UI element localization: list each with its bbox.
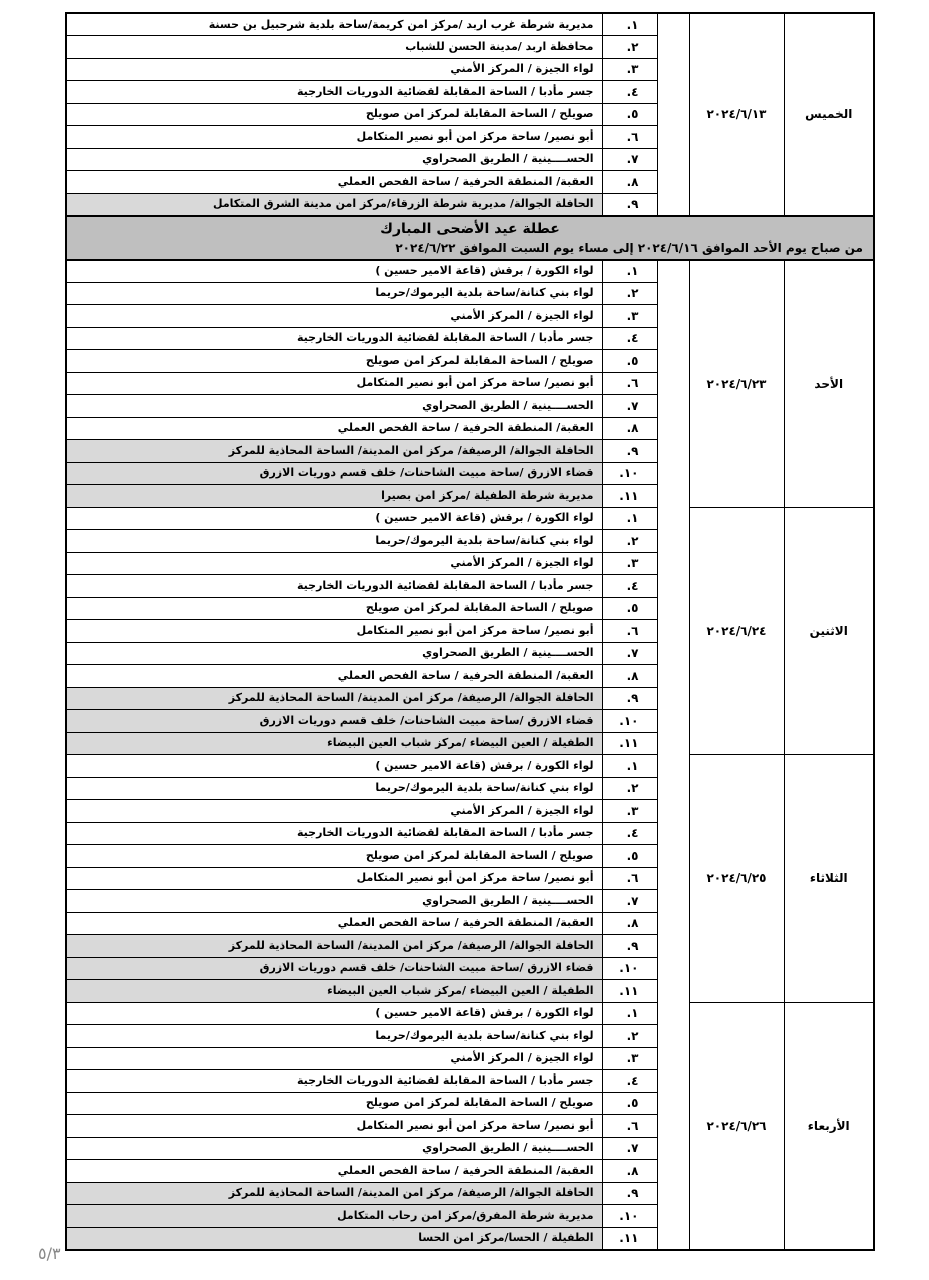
spacer-cell xyxy=(657,642,689,665)
location-cell: لواء الكورة / برقش (قاعة الامير حسين ) xyxy=(66,755,602,778)
row-number: ١١. xyxy=(602,1227,657,1250)
location-cell: أبو نصير/ ساحة مركز امن أبو نصير المتكامل xyxy=(66,620,602,643)
location-cell: جسر مأدبا / الساحة المقابلة لقضائية الدوريات الخارجية xyxy=(66,81,602,104)
location-cell: العقبة/ المنطقة الحرفية / ساحة الفحص العملي xyxy=(66,1160,602,1183)
spacer-cell xyxy=(657,1025,689,1048)
location-cell: لواء الجيزة / المركز الأمني xyxy=(66,305,602,328)
row-number: ١٠. xyxy=(602,957,657,980)
spacer-cell xyxy=(657,1092,689,1115)
row-number: ١٠. xyxy=(602,462,657,485)
row-number: ٩. xyxy=(602,935,657,958)
location-cell: جسر مأدبا / الساحة المقابلة لقضائية الدوريات الخارجية xyxy=(66,575,602,598)
spacer-cell xyxy=(657,687,689,710)
row-number: ١. xyxy=(602,755,657,778)
holiday-title: عطلة عيد الأضحى المبارك xyxy=(380,220,560,237)
spacer-cell xyxy=(657,552,689,575)
spacer-cell xyxy=(657,417,689,440)
row-number: ٦. xyxy=(602,126,657,149)
location-cell: مديرية شرطة المفرق/مركز امن رحاب المتكامل xyxy=(66,1205,602,1228)
spacer-cell xyxy=(657,1115,689,1138)
row-number: ٣. xyxy=(602,1047,657,1070)
row-number: ٥. xyxy=(602,845,657,868)
spacer-cell xyxy=(657,1182,689,1205)
table-row xyxy=(66,260,874,283)
row-number: ٢. xyxy=(602,777,657,800)
spacer-cell xyxy=(657,36,689,59)
location-cell: قضاء الازرق /ساحة مبيت الشاحنات/ خلف قسم دوريات الازرق xyxy=(66,462,602,485)
spacer-cell xyxy=(657,777,689,800)
spacer-cell xyxy=(657,1205,689,1228)
row-number: ١. xyxy=(602,507,657,530)
spacer-cell xyxy=(657,597,689,620)
location-cell: الحافلة الجوالة/ الرصيفة/ مركز امن المدينة/ الساحة المحاذية للمركز xyxy=(66,440,602,463)
row-number: ٢. xyxy=(602,530,657,553)
spacer-cell xyxy=(657,1002,689,1025)
row-number: ٥. xyxy=(602,350,657,373)
row-number: ٤. xyxy=(602,575,657,598)
row-number: ١٠. xyxy=(602,1205,657,1228)
spacer-cell xyxy=(657,13,689,36)
row-number: ٨. xyxy=(602,912,657,935)
day-cell: الثلاثاء xyxy=(784,755,874,1003)
row-number: ٧. xyxy=(602,1137,657,1160)
spacer-cell xyxy=(657,912,689,935)
table-row xyxy=(66,1002,874,1025)
spacer-cell xyxy=(657,282,689,305)
row-number: ٤. xyxy=(602,81,657,104)
date-cell: ٢٠٢٤/٦/٢٤ xyxy=(689,507,784,755)
row-number: ٩. xyxy=(602,193,657,216)
location-cell: لواء بني كنانة/ساحة بلدية اليرموك/حريما xyxy=(66,1025,602,1048)
row-number: ١٠. xyxy=(602,710,657,733)
location-cell: الحســــينية / الطريق الصحراوي xyxy=(66,395,602,418)
row-number: ٥. xyxy=(602,597,657,620)
spacer-cell xyxy=(657,620,689,643)
location-cell: الحســــينية / الطريق الصحراوي xyxy=(66,890,602,913)
spacer-cell xyxy=(657,395,689,418)
row-number: ٣. xyxy=(602,58,657,81)
spacer-cell xyxy=(657,665,689,688)
spacer-cell xyxy=(657,755,689,778)
location-cell: صويلح / الساحة المقابلة لمركز امن صويلح xyxy=(66,103,602,126)
location-cell: العقبة/ المنطقة الحرفية / ساحة الفحص العملي xyxy=(66,417,602,440)
location-cell: صويلح / الساحة المقابلة لمركز امن صويلح xyxy=(66,845,602,868)
location-cell: لواء بني كنانة/ساحة بلدية اليرموك/حريما xyxy=(66,282,602,305)
row-number: ٤. xyxy=(602,327,657,350)
row-number: ٧. xyxy=(602,642,657,665)
spacer-cell xyxy=(657,890,689,913)
row-number: ٧. xyxy=(602,148,657,171)
spacer-cell xyxy=(657,350,689,373)
row-number: ٦. xyxy=(602,1115,657,1138)
schedule-table xyxy=(65,12,875,1251)
date-cell: ٢٠٢٤/٦/٢٣ xyxy=(689,260,784,508)
location-cell: الحافلة الجوالة/ الرصيفة/ مركز امن المدينة/ الساحة المحاذية للمركز xyxy=(66,1182,602,1205)
row-number: ١١. xyxy=(602,980,657,1003)
spacer-cell xyxy=(657,1137,689,1160)
location-cell: الحافلة الجوالة/ الرصيفة/ مركز امن المدينة/ الساحة المحاذية للمركز xyxy=(66,687,602,710)
spacer-cell xyxy=(657,845,689,868)
spacer-cell xyxy=(657,1160,689,1183)
page-number: ٥/٣ xyxy=(38,1244,61,1263)
spacer-cell xyxy=(657,800,689,823)
location-cell: العقبة/ المنطقة الحرفية / ساحة الفحص العملي xyxy=(66,912,602,935)
spacer-cell xyxy=(657,957,689,980)
location-cell: لواء الجيزة / المركز الأمني xyxy=(66,58,602,81)
date-cell: ٢٠٢٤/٦/٢٦ xyxy=(689,1002,784,1250)
location-cell: لواء الجيزة / المركز الأمني xyxy=(66,1047,602,1070)
row-number: ١١. xyxy=(602,732,657,755)
location-cell: مديرية شرطة غرب اربد /مركز امن كريمة/ساحة بلدية شرحبيل بن حسنة xyxy=(66,13,602,36)
location-cell: لواء الجيزة / المركز الأمني xyxy=(66,800,602,823)
spacer-cell xyxy=(657,980,689,1003)
location-cell: الطفيلة / العين البيضاء /مركز شباب العين البيضاء xyxy=(66,980,602,1003)
row-number: ٢. xyxy=(602,36,657,59)
row-number: ١. xyxy=(602,260,657,283)
row-number: ٤. xyxy=(602,822,657,845)
location-cell: أبو نصير/ ساحة مركز امن أبو نصير المتكامل xyxy=(66,867,602,890)
location-cell: أبو نصير/ ساحة مركز امن أبو نصير المتكامل xyxy=(66,372,602,395)
row-number: ٩. xyxy=(602,1182,657,1205)
row-number: ٣. xyxy=(602,800,657,823)
location-cell: أبو نصير/ ساحة مركز امن أبو نصير المتكامل xyxy=(66,1115,602,1138)
row-number: ٦. xyxy=(602,372,657,395)
holiday-banner-row xyxy=(66,216,874,260)
spacer-cell xyxy=(657,507,689,530)
location-cell: صويلح / الساحة المقابلة لمركز امن صويلح xyxy=(66,1092,602,1115)
row-number: ١١. xyxy=(602,485,657,508)
location-cell: الحافلة الجوالة/ مديرية شرطة الزرقاء/مركز امن مدينة الشرق المتكامل xyxy=(66,193,602,216)
location-cell: مديرية شرطة الطفيلة /مركز امن بصيرا xyxy=(66,485,602,508)
row-number: ٨. xyxy=(602,417,657,440)
spacer-cell xyxy=(657,171,689,194)
row-number: ٦. xyxy=(602,867,657,890)
location-cell: لواء الكورة / برقش (قاعة الامير حسين ) xyxy=(66,260,602,283)
row-number: ٨. xyxy=(602,665,657,688)
row-number: ٦. xyxy=(602,620,657,643)
spacer-cell xyxy=(657,822,689,845)
location-cell: صويلح / الساحة المقابلة لمركز امن صويلح xyxy=(66,350,602,373)
location-cell: العقبة/ المنطقة الحرفية / ساحة الفحص العملي xyxy=(66,171,602,194)
spacer-cell xyxy=(657,575,689,598)
spacer-cell xyxy=(657,103,689,126)
table-row xyxy=(66,507,874,530)
day-cell: الأحد xyxy=(784,260,874,508)
day-cell: الاثنين xyxy=(784,507,874,755)
location-cell: جسر مأدبا / الساحة المقابلة لقضائية الدوريات الخارجية xyxy=(66,822,602,845)
holiday-subtitle: من صباح يوم الأحد الموافق ٢٠٢٤/٦/١٦ إلى مساء يوم السبت الموافق ٢٠٢٤/٦/٢٢ xyxy=(395,240,863,255)
row-number: ١. xyxy=(602,1002,657,1025)
location-cell: العقبة/ المنطقة الحرفية / ساحة الفحص العملي xyxy=(66,665,602,688)
spacer-cell xyxy=(657,462,689,485)
location-cell: الحافلة الجوالة/ الرصيفة/ مركز امن المدينة/ الساحة المحاذية للمركز xyxy=(66,935,602,958)
location-cell: الحســــينية / الطريق الصحراوي xyxy=(66,1137,602,1160)
row-number: ٨. xyxy=(602,1160,657,1183)
spacer-cell xyxy=(657,1227,689,1250)
spacer-cell xyxy=(657,440,689,463)
location-cell: محافظة اربد /مدينة الحسن للشباب xyxy=(66,36,602,59)
location-cell: جسر مأدبا / الساحة المقابلة لقضائية الدوريات الخارجية xyxy=(66,1070,602,1093)
table-row xyxy=(66,13,874,36)
location-cell: لواء بني كنانة/ساحة بلدية اليرموك/حريما xyxy=(66,777,602,800)
location-cell: لواء الجيزة / المركز الأمني xyxy=(66,552,602,575)
row-number: ٢. xyxy=(602,1025,657,1048)
spacer-cell xyxy=(657,935,689,958)
spacer-cell xyxy=(657,1070,689,1093)
spacer-cell xyxy=(657,372,689,395)
row-number: ٩. xyxy=(602,687,657,710)
location-cell: الطفيلة / العين البيضاء /مركز شباب العين البيضاء xyxy=(66,732,602,755)
row-number: ٥. xyxy=(602,103,657,126)
spacer-cell xyxy=(657,485,689,508)
spacer-cell xyxy=(657,867,689,890)
row-number: ٣. xyxy=(602,305,657,328)
row-number: ٥. xyxy=(602,1092,657,1115)
location-cell: لواء الكورة / برقش (قاعة الامير حسين ) xyxy=(66,507,602,530)
location-cell: لواء بني كنانة/ساحة بلدية اليرموك/حريما xyxy=(66,530,602,553)
spacer-cell xyxy=(657,327,689,350)
location-cell: أبو نصير/ ساحة مركز امن أبو نصير المتكامل xyxy=(66,126,602,149)
spacer-cell xyxy=(657,260,689,283)
row-number: ٧. xyxy=(602,890,657,913)
day-cell: الخميس xyxy=(784,13,874,216)
location-cell: الحســــينية / الطريق الصحراوي xyxy=(66,148,602,171)
location-cell: الطفيلة / الحسا/مركز امن الحسا xyxy=(66,1227,602,1250)
location-cell: جسر مأدبا / الساحة المقابلة لقضائية الدوريات الخارجية xyxy=(66,327,602,350)
location-cell: صويلح / الساحة المقابلة لمركز امن صويلح xyxy=(66,597,602,620)
spacer-cell xyxy=(657,530,689,553)
spacer-cell xyxy=(657,58,689,81)
spacer-cell xyxy=(657,193,689,216)
holiday-banner xyxy=(66,216,874,260)
day-cell: الأربعاء xyxy=(784,1002,874,1250)
location-cell: قضاء الازرق /ساحة مبيت الشاحنات/ خلف قسم دوريات الازرق xyxy=(66,957,602,980)
date-cell: ٢٠٢٤/٦/٢٥ xyxy=(689,755,784,1003)
location-cell: قضاء الازرق /ساحة مبيت الشاحنات/ خلف قسم دوريات الازرق xyxy=(66,710,602,733)
date-cell: ٢٠٢٤/٦/١٣ xyxy=(689,13,784,216)
row-number: ٧. xyxy=(602,395,657,418)
location-cell: الحســــينية / الطريق الصحراوي xyxy=(66,642,602,665)
row-number: ٤. xyxy=(602,1070,657,1093)
row-number: ٣. xyxy=(602,552,657,575)
row-number: ٢. xyxy=(602,282,657,305)
row-number: ٨. xyxy=(602,171,657,194)
table-row xyxy=(66,755,874,778)
spacer-cell xyxy=(657,710,689,733)
spacer-cell xyxy=(657,305,689,328)
spacer-cell xyxy=(657,1047,689,1070)
row-number: ١. xyxy=(602,13,657,36)
spacer-cell xyxy=(657,81,689,104)
location-cell: لواء الكورة / برقش (قاعة الامير حسين ) xyxy=(66,1002,602,1025)
spacer-cell xyxy=(657,126,689,149)
schedule-sheet xyxy=(65,12,873,1251)
spacer-cell xyxy=(657,732,689,755)
row-number: ٩. xyxy=(602,440,657,463)
spacer-cell xyxy=(657,148,689,171)
